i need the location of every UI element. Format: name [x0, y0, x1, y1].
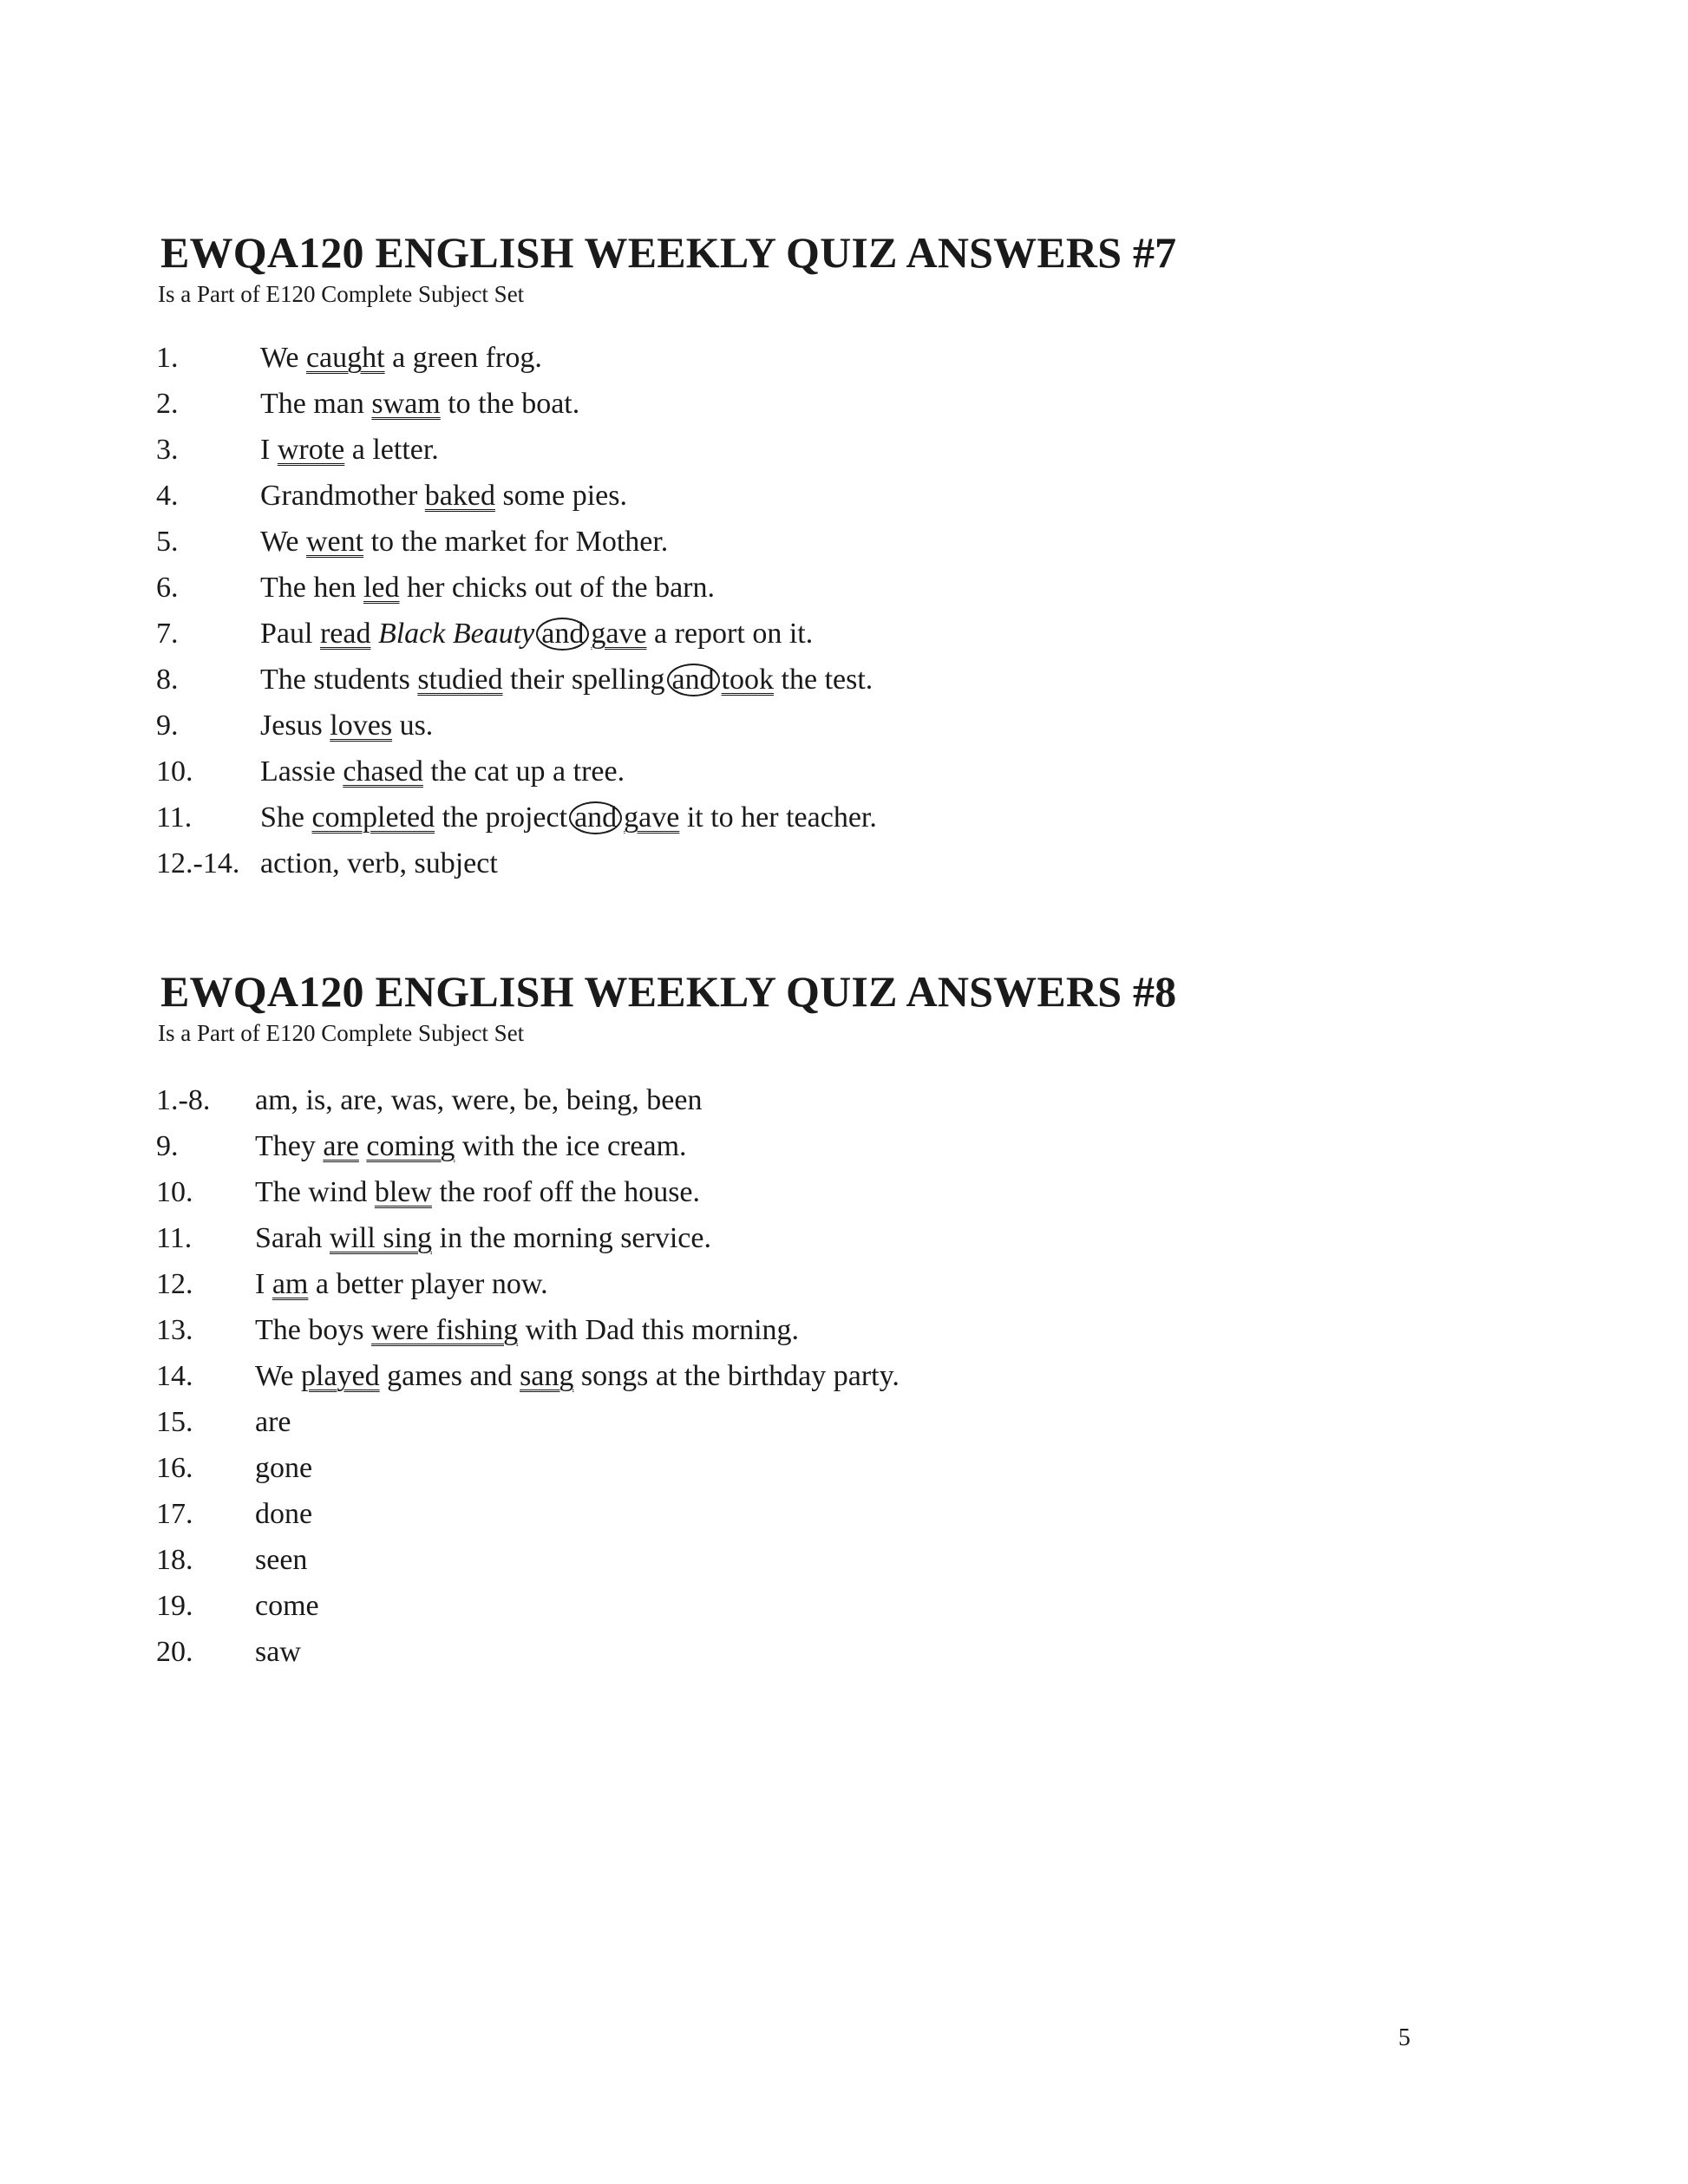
quiz-7-title: EWQA120 ENGLISH WEEKLY QUIZ ANSWERS #7: [160, 228, 1177, 277]
underlined-verb: swam: [371, 388, 441, 420]
answer-text-part: Lassie: [260, 755, 343, 788]
underlined-verb: were fishing: [371, 1314, 519, 1346]
answer-text-part: I: [260, 434, 278, 466]
answer-row: [0, 388, 1688, 434]
answer-text-part: Grandmother: [260, 480, 425, 512]
answer-number: 8.: [156, 664, 179, 696]
answer-number: 18.: [156, 1544, 193, 1576]
answer-text-part: The students: [260, 664, 418, 696]
answer-row: [0, 709, 1688, 755]
answer-text-part: The man: [260, 388, 372, 420]
answer-text: [260, 342, 542, 375]
answer-text: [260, 434, 439, 467]
answer-number: 1.: [156, 342, 179, 374]
answer-row: [0, 1498, 1688, 1544]
answer-text-part: gone: [255, 1452, 313, 1484]
answer-text-part: to the boat.: [440, 388, 580, 420]
answer-text-part: her chicks out of the barn.: [399, 572, 715, 604]
circled-conjunction: and: [536, 618, 589, 651]
answer-row: [0, 1268, 1688, 1314]
answer-text: [255, 1268, 548, 1301]
circled-conjunction: and: [667, 664, 720, 696]
answer-text-part: am, is, are, was, were, be, being, been: [255, 1084, 703, 1116]
underlined-verb: will sing: [329, 1222, 432, 1254]
answer-number: 10.: [156, 1176, 193, 1208]
circled-conjunction: and: [569, 801, 622, 834]
answer-text: [260, 847, 498, 880]
answer-text: [255, 1452, 312, 1485]
answer-number: 5.: [156, 526, 179, 558]
answer-text-part: done: [255, 1498, 313, 1530]
answer-row: [0, 1406, 1688, 1452]
answer-text-part: We: [260, 342, 306, 374]
answer-number: 10.: [156, 755, 193, 788]
answer-text: [260, 664, 873, 696]
answer-text-part: action, verb, subject: [260, 847, 498, 879]
answer-text-part: in the morning service.: [432, 1222, 711, 1254]
answer-row: [0, 618, 1688, 664]
quiz-8-title: EWQA120 ENGLISH WEEKLY QUIZ ANSWERS #8: [160, 967, 1177, 1016]
answer-text-part: a report on it.: [646, 618, 814, 650]
answer-text-part: saw: [255, 1636, 301, 1668]
answer-row: [0, 1084, 1688, 1130]
answer-text: [255, 1636, 301, 1669]
answer-text: [260, 755, 625, 788]
answer-text-part: it to her teacher.: [679, 801, 877, 834]
answer-text-part: The wind: [255, 1176, 375, 1208]
underlined-verb: loves: [330, 709, 393, 742]
answer-row: [0, 526, 1688, 572]
answer-text: [260, 709, 433, 742]
answer-number: 9.: [156, 1130, 179, 1162]
underlined-verb: wrote: [277, 434, 345, 466]
underlined-verb: gave: [624, 801, 680, 834]
page-number: 5: [1398, 2024, 1410, 2051]
answer-text-part: us.: [392, 709, 434, 742]
answer-text-part: She: [260, 801, 312, 834]
underlined-verb: read: [319, 618, 371, 650]
answer-text-part: [370, 618, 378, 650]
underlined-verb: blew: [374, 1176, 432, 1208]
answer-text: [255, 1360, 900, 1393]
answer-text-part: We: [255, 1360, 301, 1392]
answer-row: [0, 1314, 1688, 1360]
underlined-verb: played: [300, 1360, 380, 1392]
answer-row: [0, 1590, 1688, 1636]
answer-row: [0, 1130, 1688, 1176]
underlined-verb: chased: [343, 755, 423, 788]
answer-text-part: Sarah: [255, 1222, 330, 1254]
answer-text: [255, 1314, 799, 1347]
answer-text-part: songs at the birthday party.: [573, 1360, 900, 1392]
answer-text: [260, 801, 877, 834]
answer-number: 13.: [156, 1314, 193, 1346]
italic-title: Black Beauty: [377, 618, 535, 650]
answer-number: 15.: [156, 1406, 193, 1438]
underlined-verb: are: [323, 1130, 359, 1162]
answer-row: [0, 1636, 1688, 1682]
underlined-verb: took: [721, 664, 775, 696]
answer-text-part: the project: [435, 801, 568, 834]
answer-number: 14.: [156, 1360, 193, 1392]
answer-text: [255, 1406, 291, 1439]
answer-number: 17.: [156, 1498, 193, 1530]
answer-number: 12.: [156, 1268, 193, 1300]
answer-row: [0, 572, 1688, 618]
answer-number: 11.: [156, 801, 193, 834]
underlined-verb: gave: [591, 618, 647, 650]
answer-number: 20.: [156, 1636, 193, 1668]
answer-text-part: They: [255, 1130, 324, 1162]
answer-row: [0, 755, 1688, 801]
underlined-verb: completed: [311, 801, 435, 834]
underlined-verb: led: [363, 572, 400, 604]
answer-text: [260, 388, 579, 421]
answer-text-part: a green frog.: [384, 342, 542, 374]
quiz-8-subtitle: Is a Part of E120 Complete Subject Set: [158, 1020, 525, 1046]
underlined-verb: am: [272, 1268, 309, 1300]
answer-text-part: I: [255, 1268, 272, 1300]
answer-number: 16.: [156, 1452, 193, 1484]
answer-number: 1.-8.: [156, 1084, 211, 1116]
answer-text-part: to the market for Mother.: [363, 526, 669, 558]
answer-text-part: Jesus: [260, 709, 330, 742]
answer-text: [260, 526, 668, 559]
answer-text: [255, 1176, 700, 1209]
answer-number: 19.: [156, 1590, 193, 1622]
quiz-7-subtitle: Is a Part of E120 Complete Subject Set: [158, 281, 525, 307]
answer-text-part: seen: [255, 1544, 308, 1576]
answer-row: [0, 847, 1688, 893]
answer-text-part: the test.: [774, 664, 873, 696]
answer-number: 12.-14.: [156, 847, 240, 879]
answer-row: [0, 434, 1688, 480]
answer-row: [0, 480, 1688, 526]
answer-text-part: a better player now.: [308, 1268, 548, 1300]
answer-text-part: a letter.: [344, 434, 439, 466]
answer-text-part: The boys: [255, 1314, 372, 1346]
answer-text: [260, 618, 813, 651]
answer-row: [0, 1222, 1688, 1268]
answer-text-part: come: [255, 1590, 319, 1622]
answer-row: [0, 664, 1688, 709]
answer-text: [255, 1130, 687, 1163]
answer-row: [0, 1360, 1688, 1406]
answer-number: 2.: [156, 388, 179, 420]
underlined-verb: sang: [520, 1360, 574, 1392]
answer-text: [255, 1590, 319, 1623]
answer-number: 7.: [156, 618, 179, 650]
answer-text: [255, 1222, 711, 1255]
answer-text-part: the roof off the house.: [431, 1176, 701, 1208]
answer-number: 4.: [156, 480, 179, 512]
answer-text: [255, 1498, 312, 1531]
answer-text-part: Paul: [260, 618, 320, 650]
answer-text-part: We: [260, 526, 306, 558]
answer-number: 11.: [156, 1222, 193, 1254]
answer-text-part: their spelling: [502, 664, 665, 696]
answer-text-part: with the ice cream.: [455, 1130, 687, 1162]
underlined-verb: studied: [417, 664, 503, 696]
answer-text-part: the cat up a tree.: [422, 755, 625, 788]
answer-number: 3.: [156, 434, 179, 466]
answer-number: 9.: [156, 709, 179, 742]
underlined-verb: coming: [366, 1130, 455, 1162]
underlined-verb: caught: [305, 342, 385, 374]
underlined-verb: went: [305, 526, 364, 558]
answer-number: 6.: [156, 572, 179, 604]
answer-text-part: some pies.: [494, 480, 628, 512]
answer-row: [0, 801, 1688, 847]
answer-row: [0, 1544, 1688, 1590]
answer-row: [0, 1176, 1688, 1222]
answer-text: [255, 1544, 307, 1577]
answer-text: [255, 1084, 702, 1117]
answer-text-part: with Dad this morning.: [518, 1314, 800, 1346]
answer-text-part: are: [255, 1406, 291, 1438]
answer-row: [0, 1452, 1688, 1498]
answer-row: [0, 342, 1688, 388]
answer-text-part: games and: [379, 1360, 520, 1392]
answer-text-part: The hen: [260, 572, 363, 604]
underlined-verb: baked: [424, 480, 495, 512]
answer-text: [260, 572, 715, 605]
answer-text: [260, 480, 627, 513]
